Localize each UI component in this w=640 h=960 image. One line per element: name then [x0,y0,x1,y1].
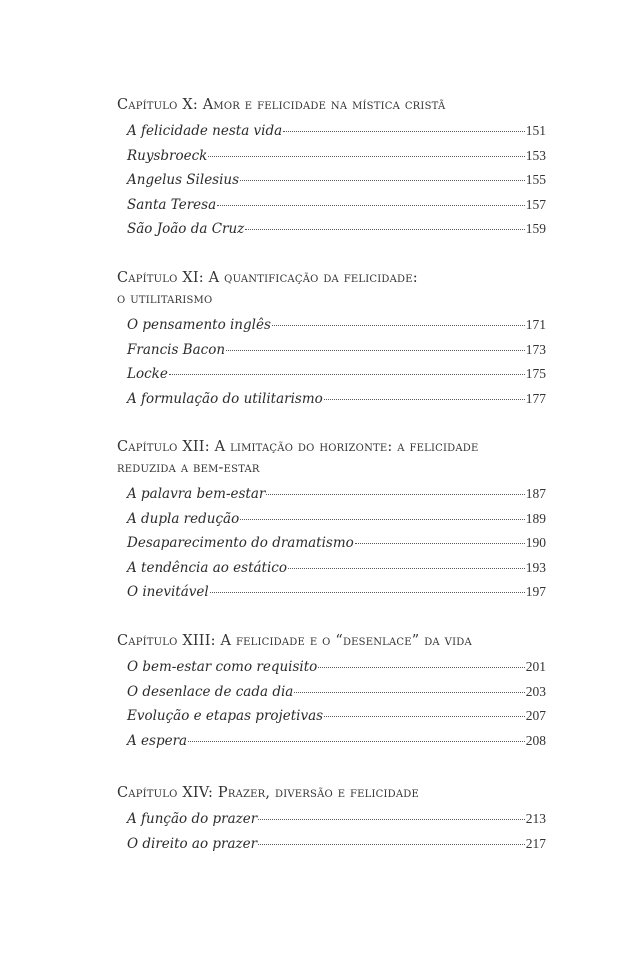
dot-leader [240,180,525,181]
chapter-title-line: Capítulo X: Amor e felicidade na mística cristã [117,97,446,113]
entry-title: A palavra bem-estar [127,486,266,502]
entry-title: A função do prazer [127,811,258,827]
entry-title: A dupla redução [127,510,240,527]
entry-title: A felicidade nesta vida [127,123,283,139]
entry-title: Francis Bacon [127,341,226,358]
entry-title: O bem-estar como requisito [127,659,318,675]
toc-entry[interactable] [127,148,546,173]
dot-leader [272,325,525,326]
dot-leader [258,844,525,845]
entry-title: O inevitável [127,584,209,600]
chapter-title [117,783,546,804]
entry-list [117,317,546,415]
dot-leader [258,819,525,820]
entry-page-number: 193 [525,559,546,575]
toc-entry[interactable] [127,486,546,511]
chapter-title-line: Capítulo XIV: Prazer, diversão e felicidade [117,785,419,801]
entry-title: A formulação do utilitarismo [127,390,323,407]
chapter-title-line: Capítulo XI: A quantificação da felicidade: [117,270,418,286]
entry-page-number: 155 [525,172,546,187]
entry-title: O direito ao prazer [127,835,258,852]
toc-entry[interactable] [127,836,546,861]
chapter-x [117,95,546,246]
toc-entry[interactable] [127,511,546,536]
chapter-title-line: Capítulo XIII: A felicidade e o “desenlace” da vida [117,633,472,649]
entry-page-number: 187 [525,486,546,501]
entry-list [117,811,546,860]
chapter-title-line: o utilitarismo [117,291,213,307]
toc-entry[interactable] [127,684,546,709]
chapter-xiv [117,783,546,860]
entry-page-number: 151 [525,123,546,138]
toc-entry[interactable] [127,811,546,836]
entry-page-number: 190 [525,535,546,550]
dot-leader [294,692,524,693]
chapter-xi [117,268,546,415]
chapter-title [117,268,546,310]
dot-leader [324,399,525,400]
dot-leader [169,374,525,375]
entry-title: O pensamento inglês [127,317,271,333]
dot-leader [208,156,524,157]
entry-page-number: 208 [525,732,546,748]
chapter-title-line: Capítulo XII: A limitação do horizonte: a felicidade [117,439,479,455]
dot-leader [318,667,524,668]
toc-entry[interactable] [127,584,546,609]
entry-page-number: 213 [525,811,546,826]
entry-page-number: 203 [525,683,546,699]
entry-title: Evolução e etapas projetivas [127,708,324,724]
chapter-title [117,95,546,116]
toc-entry[interactable] [127,317,546,342]
dot-leader [355,543,525,544]
entry-title: A tendência ao estático [127,559,287,576]
toc-entry[interactable] [127,560,546,585]
chapter-title [117,631,546,652]
entry-title: Desaparecimento do dramatismo [127,535,354,551]
chapter-xiii [117,631,546,757]
entry-title: Santa Teresa [127,196,217,213]
toc-entry[interactable] [127,366,546,391]
entry-list [117,486,546,609]
dot-leader [283,131,525,132]
chapter-title-line: reduzida a bem-estar [117,460,260,476]
dot-leader [217,205,525,206]
dot-leader [188,741,525,742]
toc-entry[interactable] [127,659,546,684]
toc-entry[interactable] [127,342,546,367]
entry-list [117,123,546,246]
chapter-xii [117,437,546,609]
toc-entry[interactable] [127,172,546,197]
dot-leader [210,592,525,593]
dot-leader [240,519,525,520]
chapter-title [117,437,546,479]
entry-title: São João da Cruz [127,221,245,237]
entry-page-number: 171 [525,317,546,332]
dot-leader [266,494,524,495]
entry-page-number: 207 [525,708,546,723]
toc-entry[interactable] [127,197,546,222]
entry-page-number: 217 [525,835,546,851]
entry-title: A espera [127,732,188,749]
toc-entry[interactable] [127,221,546,246]
entry-page-number: 157 [525,196,546,212]
entry-page-number: 175 [525,366,546,381]
entry-list [117,659,546,757]
entry-page-number: 189 [525,510,546,526]
entry-page-number: 177 [525,390,546,406]
entry-title: O desenlace de cada dia [127,683,294,700]
toc-entry[interactable] [127,535,546,560]
entry-page-number: 201 [525,659,546,674]
dot-leader [226,350,525,351]
dot-leader [288,568,525,569]
dot-leader [245,229,524,230]
entry-page-number: 173 [525,341,546,357]
entry-page-number: 197 [525,584,546,599]
entry-title: Angelus Silesius [127,172,240,188]
entry-page-number: 153 [525,147,546,163]
dot-leader [324,716,525,717]
toc-entry[interactable] [127,391,546,416]
toc-entry[interactable] [127,123,546,148]
toc-entry[interactable] [127,708,546,733]
entry-page-number: 159 [525,221,546,236]
toc-entry[interactable] [127,733,546,758]
entry-title: Ruysbroeck [127,147,208,164]
entry-title: Locke [127,366,168,382]
